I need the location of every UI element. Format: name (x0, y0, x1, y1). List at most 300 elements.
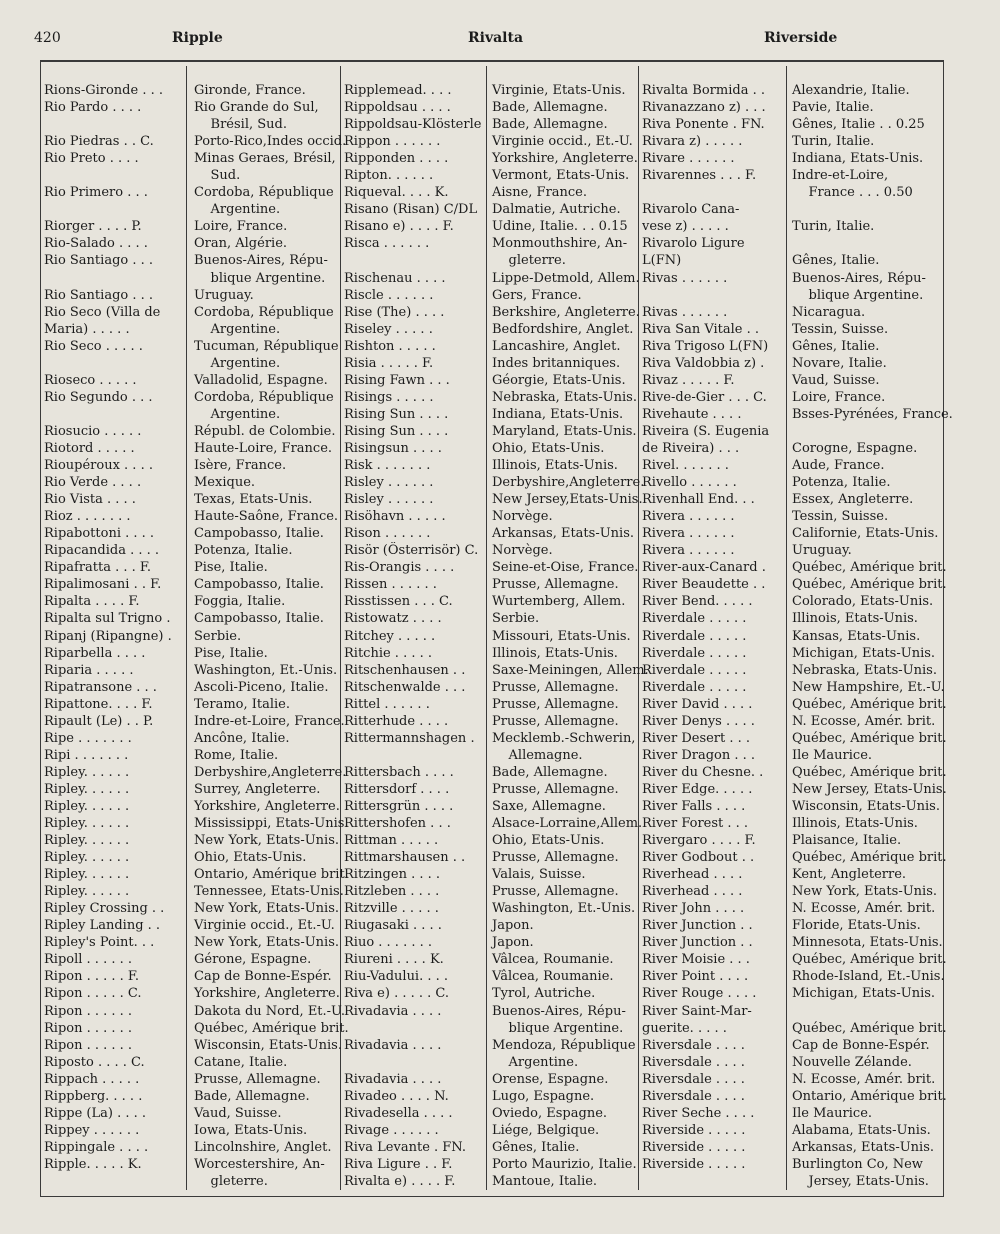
table-row (44, 235, 342, 252)
place-location: Yorkshire, Angleterre. (492, 151, 638, 167)
place-name: River Junction . . (642, 918, 753, 934)
place-name: River Beaudette . . (642, 577, 766, 593)
place-name: Ripley. . . . . . (44, 816, 130, 832)
place-name: Ritterhude . . . . (344, 713, 449, 729)
place-location: Catane, Italie. (194, 1054, 288, 1070)
table-row (44, 559, 342, 576)
table-row (44, 764, 347, 781)
table-row (344, 815, 643, 832)
place-location: Colorado, Etats-Unis. (792, 594, 934, 610)
place-location: Minas Geraes, Brésil, (194, 151, 336, 167)
table-row (344, 201, 640, 218)
place-location (788, 1003, 938, 1020)
place-name: Ripatransone . . . (44, 679, 157, 695)
table-row (44, 934, 342, 951)
place-name: Riva Valdobbia z) . (642, 355, 765, 371)
place-name: River Denys . . . . (642, 713, 755, 729)
place-location: Prusse, Allemagne. (492, 577, 619, 593)
table-row (44, 355, 342, 372)
place-location: Michigan, Etats-Unis. (792, 986, 936, 1002)
place-name: Ritchie . . . . . (344, 645, 432, 661)
table-row (44, 1071, 342, 1088)
table-row (344, 372, 640, 389)
table-row (344, 150, 640, 167)
place-name: Ripton. . . . . . (344, 168, 434, 184)
table-row (642, 900, 938, 917)
place-name (44, 167, 190, 184)
place-location: Burlington Co, New (792, 1156, 923, 1172)
table-row (344, 457, 640, 474)
place-location: Gironde, France. (194, 83, 306, 98)
table-row (344, 389, 640, 406)
table-row (344, 304, 640, 321)
table-row (642, 99, 938, 116)
place-name: Rishton . . . . . (344, 338, 436, 354)
place-name: River Desert . . . (642, 730, 751, 746)
table-row (344, 525, 640, 542)
place-location: Vaud, Suisse. (194, 1105, 282, 1121)
place-location: blique Argentine. (194, 270, 326, 286)
place-location: Buenos-Aires, Répu- (492, 1003, 626, 1019)
place-location: Campobasso, Italie. (194, 526, 324, 542)
table-row (642, 662, 938, 679)
place-name: River David . . . . (642, 696, 753, 712)
place-location: Nebraska, Etats-Unis. (492, 389, 637, 405)
place-location: Indre-et-Loire, France. (194, 713, 345, 729)
table-row (344, 1020, 640, 1037)
place-location: Gênes, Italie. (792, 253, 880, 269)
place-location: Buenos-Aires, Répu- (792, 270, 926, 286)
place-location: Prusse, Allemagne. (492, 713, 619, 729)
table-row (642, 423, 938, 440)
table-row (642, 270, 938, 287)
table-row (642, 321, 938, 338)
place-name: Rison . . . . . . (344, 526, 431, 542)
place-location: Texas, Etats-Unis. (194, 492, 313, 508)
table-row (344, 133, 640, 150)
place-location: Norvège. (492, 543, 553, 559)
place-location: Uruguay. (194, 287, 254, 303)
table-row (44, 696, 342, 713)
place-name (344, 747, 488, 764)
table-row (642, 1071, 938, 1088)
table-row (642, 934, 943, 951)
place-location: Argentine. (194, 406, 281, 422)
place-location: Derbyshire,Angleterre. (492, 475, 645, 491)
place-location: Ile Maurice. (792, 747, 873, 763)
table-row (344, 610, 640, 627)
place-location: gleterre. (194, 1174, 268, 1189)
table-row (44, 1037, 342, 1054)
table-row (44, 1088, 342, 1105)
place-name: Ritschenwalde . . . (344, 679, 466, 695)
place-location: Novare, Italie. (792, 355, 887, 371)
table-row (344, 593, 640, 610)
entry-column-2 (344, 82, 649, 1190)
table-row (642, 951, 947, 968)
place-location: Argentine. (492, 1054, 579, 1070)
place-location: Cordoba, République (194, 389, 334, 405)
table-row (44, 1054, 342, 1071)
place-location: Haute-Saône, France. (194, 509, 339, 525)
table-row (44, 968, 342, 985)
table-row (642, 440, 938, 457)
table-row (642, 1105, 938, 1122)
place-location: Cap de Bonne-Espér. (194, 969, 332, 985)
table-row (642, 1173, 938, 1190)
place-location: Oviedo, Espagne. (492, 1105, 608, 1121)
table-row (44, 372, 342, 389)
place-location: Washington, Et.-Unis. (194, 662, 338, 678)
place-name: Risley . . . . . . (344, 492, 434, 508)
table-row (44, 679, 342, 696)
place-location: Maryland, Etats-Unis. (492, 423, 637, 439)
table-row (344, 1173, 640, 1190)
table-row (344, 1054, 640, 1071)
place-location: Wisconsin, Etats-Unis. (792, 798, 940, 814)
table-row (344, 1003, 640, 1020)
place-location: Missouri, Etats-Unis. (492, 628, 631, 644)
table-row (44, 150, 342, 167)
place-name: Rivello . . . . . . (642, 475, 737, 491)
place-location: Jersey, Etats-Unis. (792, 1174, 929, 1189)
table-row (44, 184, 342, 201)
table-row (642, 917, 938, 934)
table-row (344, 747, 640, 764)
place-name: River Seche . . . . (642, 1105, 755, 1121)
place-location: New Hampshire, Et.-U. (792, 679, 945, 695)
table-row (642, 576, 947, 593)
table-row (642, 406, 953, 423)
place-name: Rivage . . . . . . (344, 1122, 439, 1138)
place-name: Rio Santiago . . . (44, 287, 154, 303)
table-row (344, 883, 640, 900)
table-row (344, 1071, 640, 1088)
place-location: Ohio, Etats-Unis. (194, 850, 307, 866)
place-name: Rivel. . . . . . . (642, 458, 729, 474)
place-name: Ris-Orangis . . . . (344, 560, 455, 576)
entry-column-1 (44, 82, 349, 1190)
place-name: Rivas . . . . . . (642, 304, 728, 320)
place-location: Floride, Etats-Unis. (792, 918, 921, 934)
place-name: Ripoll . . . . . . (44, 952, 132, 968)
table-row (44, 99, 342, 116)
place-location: Virginie, Etats-Unis. (492, 83, 626, 98)
table-row (344, 440, 640, 457)
table-row (642, 610, 938, 627)
table-row (344, 559, 640, 576)
place-location: Sud. (194, 168, 241, 184)
place-name: Ripon . . . . . C. (44, 986, 142, 1002)
place-location: Valais, Suisse. (492, 867, 586, 883)
table-row (44, 917, 342, 934)
place-location: Argentine. (194, 355, 281, 371)
table-row (642, 1037, 938, 1054)
place-location: Géorgie, Etats-Unis. (492, 372, 626, 388)
place-name: Riu-Vadului. . . . (344, 969, 449, 985)
table-row (344, 576, 640, 593)
place-location: Gers, France. (492, 287, 582, 303)
place-name: de Riveira) . . . (642, 440, 740, 456)
place-location: France . . . 0.50 (792, 185, 913, 201)
table-row (44, 252, 342, 269)
table-row (44, 304, 342, 321)
place-location: Vâlcea, Roumanie. (492, 952, 614, 968)
table-row (344, 1088, 640, 1105)
place-name: Riva Ponente . FN. (642, 117, 765, 133)
place-name: Rivarolo Cana- (642, 202, 740, 218)
table-row (344, 542, 640, 559)
table-row (344, 491, 643, 508)
table-row (344, 917, 640, 934)
place-name: Riva Ligure . . F. (344, 1156, 453, 1172)
place-name: Riverhead . . . . (642, 884, 743, 900)
page-number: 420 (34, 30, 61, 46)
place-location: Prusse, Allemagne. (492, 696, 619, 712)
place-name: Riposto . . . . C. (44, 1054, 145, 1070)
table-row (642, 304, 938, 321)
place-location: Campobasso, Italie. (194, 611, 324, 627)
table-row (642, 798, 938, 815)
place-name: Rio Preto . . . . (44, 151, 139, 167)
place-location: New York, Etats-Unis. (194, 833, 340, 849)
place-name: Riqueval. . . . K. (344, 185, 449, 201)
table-row (44, 1020, 349, 1037)
place-location: Gênes, Italie . . 0.25 (792, 117, 925, 133)
place-name: Risöhavn . . . . . (344, 509, 446, 525)
place-name: Rivadavia . . . . (344, 1003, 442, 1019)
place-location: Serbie. (194, 628, 242, 644)
place-name: Rivehaute . . . . (642, 406, 742, 422)
table-row (642, 116, 938, 133)
place-name: Ripattone. . . . F. (44, 696, 153, 712)
place-name: River Junction . . (642, 935, 753, 951)
place-name: Ripley. . . . . . (44, 884, 130, 900)
table-row (642, 1003, 938, 1020)
place-location: Républ. de Colombie. (194, 423, 336, 439)
place-location: Norvège. (492, 509, 553, 525)
table-row (44, 576, 342, 593)
table-row (642, 679, 945, 696)
place-location: Monmouthshire, An- (492, 236, 628, 252)
place-name: Rivadavia . . . . (344, 1071, 442, 1087)
place-name: Rio Verde . . . . (44, 475, 142, 491)
table-row (642, 883, 938, 900)
place-name: Rio Seco (Villa de (44, 304, 161, 320)
place-location: Yorkshire, Angleterre. (194, 798, 340, 814)
place-name: Ritschenhausen . . (344, 662, 466, 678)
table-row (344, 423, 640, 440)
table-row (344, 82, 640, 99)
place-location: New Jersey,Etats-Unis. (492, 492, 643, 508)
place-location: Prusse, Allemagne. (492, 781, 619, 797)
place-name: Riversdale . . . . (642, 1071, 745, 1087)
place-name: Rioupéroux . . . . (44, 458, 153, 474)
place-name: Ripley. . . . . . (44, 867, 130, 883)
table-row (642, 593, 938, 610)
place-name: Risano e) . . . . F. (344, 219, 454, 235)
place-location: Vaud, Suisse. (792, 372, 880, 388)
place-location: Cap de Bonne-Espér. (792, 1037, 930, 1053)
place-name: Risör (Österrisör) C. (344, 543, 479, 559)
place-name: Rio Segundo . . . (44, 389, 153, 405)
table-row (344, 99, 640, 116)
table-row (44, 1156, 342, 1173)
table-row (44, 866, 349, 883)
table-row (642, 866, 938, 883)
table-row (642, 764, 947, 781)
place-location: Ontario, Amérique brit. (792, 1088, 947, 1104)
place-location: Prusse, Allemagne. (194, 1071, 321, 1087)
place-name: Riverdale . . . . . (642, 662, 747, 678)
place-name: Rivarennes . . . F. (642, 168, 757, 184)
place-name: Riverdale . . . . . (642, 679, 747, 695)
place-location: Aude, France. (792, 458, 885, 474)
place-name: Rittersbach . . . . (344, 764, 454, 780)
place-location: Arkansas, Etats-Unis. (492, 526, 635, 542)
table-row (44, 713, 345, 730)
place-location: Lugo, Espagne. (492, 1088, 595, 1104)
place-name: Ripabottoni . . . . (44, 526, 155, 542)
place-name: Ripacandida . . . . (44, 543, 160, 559)
place-name: Riverside . . . . . (642, 1156, 746, 1172)
place-name: Rittermannshagen . (344, 730, 475, 746)
place-location: Québec, Amérique brit. (792, 952, 947, 968)
place-name: Rivera . . . . . . (642, 509, 735, 525)
place-location: Isère, France. (194, 458, 287, 474)
place-location: Tennessee, Etats-Unis. (194, 884, 344, 900)
place-name: guerite. . . . . (642, 1020, 727, 1036)
place-location: New York, Etats-Unis. (194, 901, 340, 917)
table-row (642, 1088, 947, 1105)
table-row (344, 1037, 640, 1054)
place-location: Turin, Italie. (792, 219, 875, 235)
place-name: Ripley. . . . . . (44, 764, 130, 780)
place-location: Tessin, Suisse. (792, 509, 889, 525)
place-name: Riosucio . . . . . (44, 423, 142, 439)
place-name: Riscle . . . . . . (344, 287, 434, 303)
place-name: Ripalta . . . . F. (44, 594, 140, 610)
place-location: Nebraska, Etats-Unis. (792, 662, 937, 678)
place-location: Lincolnshire, Anglet. (194, 1139, 332, 1155)
place-name: Riveira (S. Eugenia (642, 423, 770, 439)
place-location: Argentine. (194, 321, 281, 337)
place-location: Virginie occid., Et.-U. (194, 918, 335, 934)
place-name: River-aux-Canard . (642, 560, 766, 576)
place-location: Iowa, Etats-Unis. (194, 1122, 308, 1138)
table-row (642, 133, 938, 150)
place-name: Ripi . . . . . . . (44, 747, 129, 763)
place-location: N. Ecosse, Amér. brit. (792, 901, 936, 917)
table-row (344, 900, 640, 917)
place-location: Bade, Allemagne. (492, 764, 608, 780)
place-name: Rittmarshausen . . (344, 850, 466, 866)
place-location: Wisconsin, Etats-Unis. (194, 1037, 342, 1053)
place-name: Rittersdorf . . . . (344, 781, 450, 797)
table-row (44, 798, 342, 815)
place-name: Rivaz . . . . . F. (642, 372, 735, 388)
place-name: River Saint-Mar- (642, 1003, 752, 1019)
place-name: River du Chesne. . (642, 764, 764, 780)
place-name: Riverside . . . . . (642, 1122, 746, 1138)
place-location: Mexique. (194, 475, 256, 491)
table-row (642, 832, 938, 849)
place-location: Worcestershire, An- (194, 1156, 325, 1172)
place-name: River Forest . . . (642, 816, 749, 832)
place-location: Buenos-Aires, Répu- (194, 253, 328, 269)
place-name (44, 270, 190, 287)
place-name: Ritzleben . . . . (344, 884, 440, 900)
place-location: Saxe, Allemagne. (492, 798, 606, 814)
table-row (44, 491, 342, 508)
place-name: Rions-Gironde . . . (44, 83, 163, 98)
table-row (44, 815, 349, 832)
table-row (44, 82, 342, 99)
place-name (44, 116, 190, 133)
table-row (44, 610, 342, 627)
place-name: Rippoldsau-Klösterle (344, 117, 482, 133)
place-name: River Point . . . . (642, 969, 749, 985)
place-location: Orense, Espagne. (492, 1071, 609, 1087)
table-row (642, 235, 938, 252)
table-row (642, 849, 947, 866)
place-name: Ripley. . . . . . (44, 798, 130, 814)
header-last-entry: Riverside (764, 30, 838, 46)
place-location: Lippe-Detmold, Allem. (492, 270, 640, 286)
table-row (642, 713, 938, 730)
place-name: River Edge. . . . . (642, 781, 753, 797)
place-location: Serbie. (492, 611, 540, 627)
table-row (44, 321, 342, 338)
place-name: Ripley's Point. . . (44, 935, 155, 951)
table-row (44, 1105, 342, 1122)
place-location: Cordoba, République (194, 185, 334, 201)
place-name: Maria) . . . . . (44, 321, 130, 337)
table-row (44, 1173, 342, 1190)
table-row (44, 849, 342, 866)
place-location: Pise, Italie. (194, 645, 268, 661)
place-location: Tessin, Suisse. (792, 321, 889, 337)
place-location: Québec, Amérique brit. (792, 560, 947, 576)
place-name: Riureni . . . . K. (344, 952, 444, 968)
place-location: Valladolid, Espagne. (194, 372, 328, 388)
header-middle-entry: Rivalta (468, 30, 524, 46)
table-row (642, 287, 938, 304)
place-location: Indiana, Etats-Unis. (492, 406, 624, 422)
place-name: Riva San Vitale . . (642, 321, 760, 337)
table-row (344, 270, 640, 287)
place-name: Rio Seco . . . . . (44, 338, 143, 354)
place-location (788, 201, 938, 218)
table-row (44, 985, 342, 1002)
table-row (344, 474, 645, 491)
table-row (344, 951, 640, 968)
table-row (642, 491, 938, 508)
place-name: River Falls . . . . (642, 798, 746, 814)
place-name: Rive-de-Gier . . . C. (642, 389, 767, 405)
place-location: Foggia, Italie. (194, 594, 286, 610)
place-location: N. Ecosse, Amér. brit. (792, 1071, 936, 1087)
table-row (642, 968, 945, 985)
place-name: River Godbout . . (642, 850, 755, 866)
place-name (344, 1054, 488, 1071)
place-location (788, 423, 938, 440)
place-name: Ripault (Le) . . P. (44, 713, 154, 729)
table-row (44, 1122, 342, 1139)
place-name: Rivare . . . . . . (642, 151, 735, 167)
place-name: Ripalta sul Trigno . (44, 611, 171, 627)
place-name: Risca . . . . . . (344, 236, 430, 252)
